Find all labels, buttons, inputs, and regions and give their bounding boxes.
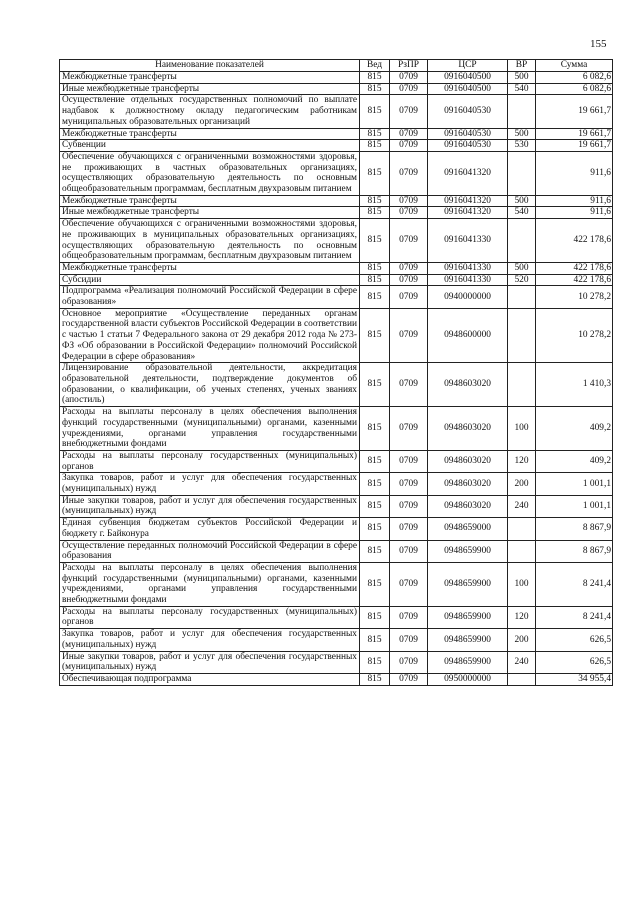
vr-cell: 100	[508, 407, 536, 451]
rzpr-cell: 0709	[390, 95, 428, 128]
rzpr-cell: 0709	[390, 407, 428, 451]
indicator-name-cell: Закупка товаров, работ и услуг для обеспечения государственных (муниципальных) нужд	[60, 473, 360, 495]
vr-cell	[508, 95, 536, 128]
rzpr-cell: 0709	[390, 518, 428, 540]
sum-cell: 409,2	[536, 450, 613, 472]
vr-cell: 530	[508, 140, 536, 152]
rzpr-cell: 0709	[390, 195, 428, 207]
header-vr: ВР	[508, 60, 536, 72]
table-row	[60, 473, 613, 495]
ved-cell: 815	[360, 195, 390, 207]
csr-cell: 0948659900	[428, 629, 508, 651]
sum-cell: 1 001,1	[536, 495, 613, 517]
table-row	[60, 606, 613, 628]
vr-cell: 540	[508, 207, 536, 219]
sum-cell: 8 867,9	[536, 540, 613, 562]
ved-cell: 815	[360, 95, 390, 128]
csr-cell: 0948659900	[428, 540, 508, 562]
indicator-name-cell: Расходы на выплаты персоналу в целях обеспечения выполнения функций государственными (муниципальными) органами, казенными учреждениями, органами управления государственными внебюджетными фондами	[60, 562, 360, 606]
indicator-name-cell: Иные закупки товаров, работ и услуг для обеспечения государственных (муниципальных) нужд	[60, 651, 360, 673]
rzpr-cell: 0709	[390, 151, 428, 195]
indicator-name-cell: Межбюджетные трансферты	[60, 72, 360, 84]
page-number: 155	[590, 38, 607, 50]
ved-cell: 815	[360, 72, 390, 84]
rzpr-cell: 0709	[390, 540, 428, 562]
rzpr-cell: 0709	[390, 629, 428, 651]
rzpr-cell: 0709	[390, 562, 428, 606]
sum-cell: 911,6	[536, 207, 613, 219]
csr-cell: 0916041320	[428, 195, 508, 207]
sum-cell: 19 661,7	[536, 140, 613, 152]
csr-cell: 0950000000	[428, 673, 508, 685]
vr-cell: 200	[508, 473, 536, 495]
sum-cell: 34 955,4	[536, 673, 613, 685]
csr-cell: 0916041320	[428, 151, 508, 195]
csr-cell: 0948659900	[428, 606, 508, 628]
rzpr-cell: 0709	[390, 207, 428, 219]
indicator-name-cell: Обеспечивающая подпрограмма	[60, 673, 360, 685]
ved-cell: 815	[360, 518, 390, 540]
csr-cell: 0948659000	[428, 518, 508, 540]
sum-cell: 911,6	[536, 151, 613, 195]
sum-cell: 8 241,4	[536, 562, 613, 606]
table-row	[60, 83, 613, 95]
csr-cell: 0948603020	[428, 450, 508, 472]
csr-cell: 0916041330	[428, 274, 508, 286]
budget-table	[59, 59, 613, 686]
ved-cell: 815	[360, 140, 390, 152]
indicator-name-cell: Расходы на выплаты персоналу государственных (муниципальных) органов	[60, 450, 360, 472]
table-row	[60, 673, 613, 685]
table-row	[60, 540, 613, 562]
indicator-name-cell: Межбюджетные трансферты	[60, 128, 360, 140]
sum-cell: 1 001,1	[536, 473, 613, 495]
indicator-name-cell: Лицензирование образовательной деятельности, аккредитация образовательной деятельности, подтверждение документов об образовании, о квалификации, об ученых степенях, ученых званиях (апостиль)	[60, 363, 360, 407]
table-row	[60, 207, 613, 219]
vr-cell: 120	[508, 606, 536, 628]
ved-cell: 815	[360, 363, 390, 407]
csr-cell: 0948603020	[428, 407, 508, 451]
table-row	[60, 286, 613, 308]
table-header-row	[60, 60, 613, 72]
ved-cell: 815	[360, 651, 390, 673]
vr-cell	[508, 308, 536, 363]
csr-cell: 0948603020	[428, 363, 508, 407]
csr-cell: 0948603020	[428, 495, 508, 517]
csr-cell: 0940000000	[428, 286, 508, 308]
rzpr-cell: 0709	[390, 274, 428, 286]
ved-cell: 815	[360, 562, 390, 606]
ved-cell: 815	[360, 450, 390, 472]
indicator-name-cell: Закупка товаров, работ и услуг для обеспечения государственных (муниципальных) нужд	[60, 629, 360, 651]
vr-cell: 500	[508, 72, 536, 84]
csr-cell: 0916040500	[428, 72, 508, 84]
table-row	[60, 308, 613, 363]
table-row	[60, 128, 613, 140]
sum-cell: 1 410,3	[536, 363, 613, 407]
header-rzpr: РзПР	[390, 60, 428, 72]
table-row	[60, 151, 613, 195]
indicator-name-cell: Иные межбюджетные трансферты	[60, 207, 360, 219]
table-row	[60, 562, 613, 606]
indicator-name-cell: Обеспечение обучающихся с ограниченными возможностями здоровья, не проживающих в муниципальных образовательных организациях, осуществляющих образовательную деятельность по основным общеобразовательным программам, бесплатным двухразовым питанием	[60, 219, 360, 263]
rzpr-cell: 0709	[390, 286, 428, 308]
sum-cell: 422 178,6	[536, 219, 613, 263]
rzpr-cell: 0709	[390, 606, 428, 628]
ved-cell: 815	[360, 151, 390, 195]
vr-cell: 200	[508, 629, 536, 651]
csr-cell: 0948659900	[428, 651, 508, 673]
ved-cell: 815	[360, 83, 390, 95]
table-row	[60, 518, 613, 540]
ved-cell: 815	[360, 207, 390, 219]
table-row	[60, 651, 613, 673]
indicator-name-cell: Осуществление отдельных государственных полномочий по выплате надбавок к должностному окладу педагогическим работникам муниципальных образовательных организаций	[60, 95, 360, 128]
table-row	[60, 274, 613, 286]
ved-cell: 815	[360, 629, 390, 651]
csr-cell: 0948600000	[428, 308, 508, 363]
csr-cell: 0916040530	[428, 128, 508, 140]
vr-cell: 100	[508, 562, 536, 606]
rzpr-cell: 0709	[390, 219, 428, 263]
rzpr-cell: 0709	[390, 495, 428, 517]
sum-cell: 626,5	[536, 651, 613, 673]
sum-cell: 422 178,6	[536, 262, 613, 274]
rzpr-cell: 0709	[390, 308, 428, 363]
csr-cell: 0916041320	[428, 207, 508, 219]
table-row	[60, 72, 613, 84]
csr-cell: 0916041330	[428, 219, 508, 263]
vr-cell: 120	[508, 450, 536, 472]
indicator-name-cell: Межбюджетные трансферты	[60, 262, 360, 274]
ved-cell: 815	[360, 473, 390, 495]
indicator-name-cell: Субсидии	[60, 274, 360, 286]
table-row	[60, 195, 613, 207]
csr-cell: 0916040530	[428, 95, 508, 128]
indicator-name-cell: Субвенции	[60, 140, 360, 152]
rzpr-cell: 0709	[390, 128, 428, 140]
indicator-name-cell: Межбюджетные трансферты	[60, 195, 360, 207]
ved-cell: 815	[360, 673, 390, 685]
table-row	[60, 407, 613, 451]
header-csr: ЦСР	[428, 60, 508, 72]
sum-cell: 6 082,6	[536, 72, 613, 84]
csr-cell: 0916041330	[428, 262, 508, 274]
indicator-name-cell: Расходы на выплаты персоналу в целях обеспечения выполнения функций государственными (муниципальными) органами, казенными учреждениями, органами управления государственными внебюджетными фондами	[60, 407, 360, 451]
indicator-name-cell: Расходы на выплаты персоналу государственных (муниципальных) органов	[60, 606, 360, 628]
indicator-name-cell: Осуществление переданных полномочий Российской Федерации в сфере образования	[60, 540, 360, 562]
ved-cell: 815	[360, 219, 390, 263]
vr-cell	[508, 151, 536, 195]
table-row	[60, 495, 613, 517]
ved-cell: 815	[360, 495, 390, 517]
table-row	[60, 219, 613, 263]
sum-cell: 422 178,6	[536, 274, 613, 286]
rzpr-cell: 0709	[390, 673, 428, 685]
indicator-name-cell: Основное мероприятие «Осуществление переданных органам государственной власти субъектов Российской Федерации в соответствии с частью 1 статьи 7 Федерального закона от 29 декабря 2012 года № 273-ФЗ «Об образовании в Российской Федерации» полномочий Российской Федерации в сфере образования»	[60, 308, 360, 363]
ved-cell: 815	[360, 407, 390, 451]
vr-cell: 500	[508, 128, 536, 140]
ved-cell: 815	[360, 274, 390, 286]
sum-cell: 19 661,7	[536, 95, 613, 128]
table-row	[60, 363, 613, 407]
header-sum: Сумма	[536, 60, 613, 72]
sum-cell: 911,6	[536, 195, 613, 207]
table-body	[60, 72, 613, 686]
vr-cell: 520	[508, 274, 536, 286]
vr-cell	[508, 518, 536, 540]
sum-cell: 8 867,9	[536, 518, 613, 540]
indicator-name-cell: Иные межбюджетные трансферты	[60, 83, 360, 95]
rzpr-cell: 0709	[390, 140, 428, 152]
vr-cell	[508, 286, 536, 308]
vr-cell: 240	[508, 495, 536, 517]
rzpr-cell: 0709	[390, 473, 428, 495]
rzpr-cell: 0709	[390, 363, 428, 407]
ved-cell: 815	[360, 606, 390, 628]
rzpr-cell: 0709	[390, 72, 428, 84]
header-name: Наименование показателей	[60, 60, 360, 72]
sum-cell: 10 278,2	[536, 308, 613, 363]
ved-cell: 815	[360, 128, 390, 140]
csr-cell: 0916040530	[428, 140, 508, 152]
rzpr-cell: 0709	[390, 450, 428, 472]
sum-cell: 6 082,6	[536, 83, 613, 95]
rzpr-cell: 0709	[390, 651, 428, 673]
vr-cell	[508, 540, 536, 562]
vr-cell: 540	[508, 83, 536, 95]
table-row	[60, 450, 613, 472]
csr-cell: 0948603020	[428, 473, 508, 495]
table-row	[60, 262, 613, 274]
header-ved: Вед	[360, 60, 390, 72]
rzpr-cell: 0709	[390, 262, 428, 274]
vr-cell: 500	[508, 262, 536, 274]
sum-cell: 626,5	[536, 629, 613, 651]
vr-cell	[508, 219, 536, 263]
csr-cell: 0948659900	[428, 562, 508, 606]
ved-cell: 815	[360, 262, 390, 274]
vr-cell	[508, 673, 536, 685]
vr-cell: 240	[508, 651, 536, 673]
csr-cell: 0916040500	[428, 83, 508, 95]
rzpr-cell: 0709	[390, 83, 428, 95]
indicator-name-cell: Единая субвенция бюджетам субъектов Российской Федерации и бюджету г. Байконура	[60, 518, 360, 540]
table-row	[60, 629, 613, 651]
ved-cell: 815	[360, 308, 390, 363]
vr-cell: 500	[508, 195, 536, 207]
sum-cell: 10 278,2	[536, 286, 613, 308]
indicator-name-cell: Подпрограмма «Реализация полномочий Российской Федерации в сфере образования»	[60, 286, 360, 308]
sum-cell: 409,2	[536, 407, 613, 451]
ved-cell: 815	[360, 286, 390, 308]
vr-cell	[508, 363, 536, 407]
table-row	[60, 140, 613, 152]
sum-cell: 19 661,7	[536, 128, 613, 140]
indicator-name-cell: Иные закупки товаров, работ и услуг для обеспечения государственных (муниципальных) нужд	[60, 495, 360, 517]
table-row	[60, 95, 613, 128]
ved-cell: 815	[360, 540, 390, 562]
indicator-name-cell: Обеспечение обучающихся с ограниченными возможностями здоровья, не проживающих в частных образовательных организациях, осуществляющих образовательную деятельность по основным общеобразовательным программам, бесплатным двухразовым питанием	[60, 151, 360, 195]
sum-cell: 8 241,4	[536, 606, 613, 628]
